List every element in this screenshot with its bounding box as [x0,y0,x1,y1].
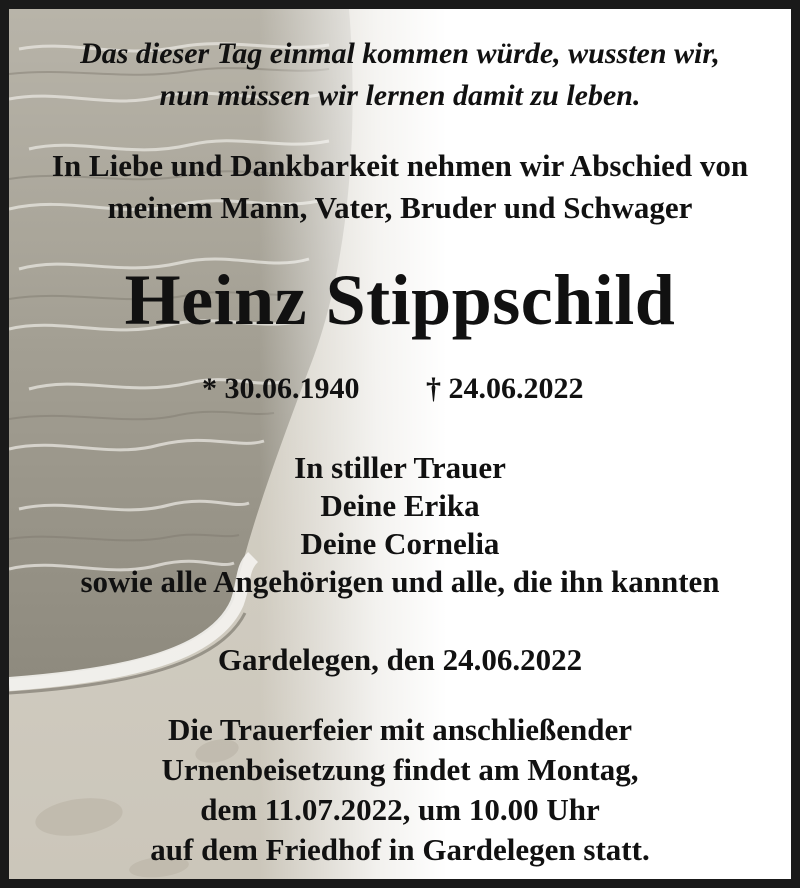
intro-line-1: In Liebe und Dankbarkeit nehmen wir Abschied von [51,148,749,183]
ceremony-line-2: Urnenbeisetzung findet am Montag, [161,752,639,787]
life-dates [9,369,791,409]
quote-line-2: nun müssen wir lernen damit zu leben. [159,79,641,112]
mourning-intro: In stiller Trauer [294,450,506,485]
mourner-cornelia: Deine Cornelia [300,526,500,561]
quote-line-1: Das dieser Tag einmal kommen würde, wussten wir, [80,37,720,70]
intro-line-2: meinem Mann, Vater, Bruder und Schwager [107,190,693,225]
ceremony-line-4: auf dem Friedhof in Gardelegen statt. [150,832,650,867]
place-and-date: Gardelegen, den 24.06.2022 [217,642,583,677]
ceremony-line-3: dem 11.07.2022, um 10.00 Uhr [200,792,600,827]
ceremony-line-1: Die Trauerfeier mit anschließender [167,712,633,747]
birth-date: * 30.06.1940 [202,372,360,405]
death-date: † 24.06.2022 [426,372,584,405]
mourners-others: sowie alle Angehörigen und alle, die ihn kannten [80,564,720,599]
mourner-erika: Deine Erika [320,488,480,523]
deceased-name: Heinz Stippschild [124,260,676,340]
